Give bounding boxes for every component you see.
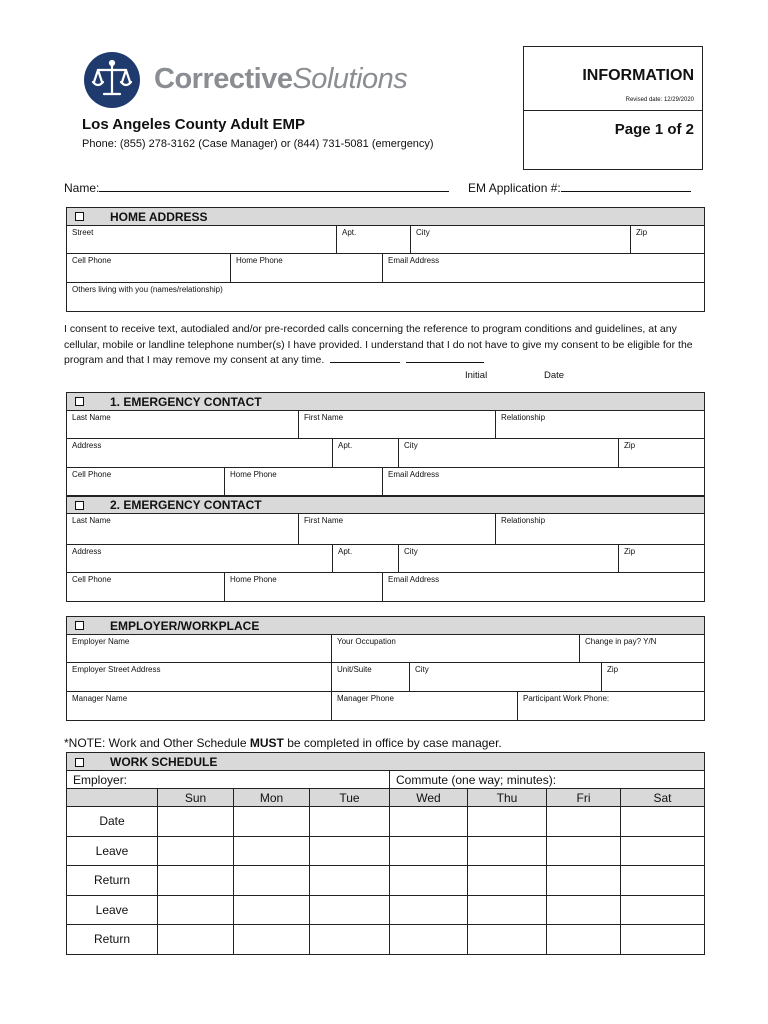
checkbox[interactable] <box>75 758 84 767</box>
checkbox[interactable] <box>75 212 84 221</box>
schedule-cell[interactable] <box>390 925 468 955</box>
scales-of-justice-icon <box>84 52 140 108</box>
employer-section <box>66 616 705 721</box>
unit-suite-field[interactable]: Unit/Suite <box>332 663 410 691</box>
org-title: Los Angeles County Adult EMP <box>82 116 306 133</box>
ec1-first-name-field[interactable]: First Name <box>299 411 496 438</box>
email-field[interactable]: Email Address <box>388 256 440 265</box>
schedule-cell[interactable] <box>158 866 234 896</box>
schedule-cell[interactable] <box>547 836 621 866</box>
schedule-cell[interactable] <box>468 895 547 925</box>
day-header-row <box>67 789 705 807</box>
date-field[interactable] <box>406 353 484 363</box>
schedule-cell[interactable] <box>234 925 310 955</box>
commute-field[interactable]: Commute (one way; minutes): <box>390 771 705 789</box>
schedule-cell[interactable] <box>234 807 310 837</box>
schedule-cell[interactable] <box>547 807 621 837</box>
row-label: Return <box>67 866 158 896</box>
checkbox[interactable] <box>75 501 84 510</box>
ec2-cell-phone-field[interactable]: Cell Phone <box>67 573 225 601</box>
schedule-cell[interactable] <box>390 836 468 866</box>
ec1-relationship-field[interactable]: Relationship <box>501 413 546 422</box>
schedule-cell[interactable] <box>310 836 390 866</box>
schedule-cell[interactable] <box>158 895 234 925</box>
logo-wordmark: CorrectiveSolutions <box>154 63 408 95</box>
schedule-cell[interactable] <box>158 836 234 866</box>
application-number-field[interactable] <box>561 180 691 192</box>
initial-label: Initial <box>465 370 488 381</box>
street-field[interactable]: Street <box>67 226 337 253</box>
date-label: Date <box>544 370 565 381</box>
schedule-header <box>67 753 705 771</box>
schedule-cell[interactable] <box>158 807 234 837</box>
ec1-email-field[interactable]: Email Address <box>388 470 440 479</box>
schedule-cell[interactable] <box>390 807 468 837</box>
company-logo <box>84 52 414 110</box>
schedule-cell[interactable] <box>621 895 705 925</box>
schedule-cell[interactable] <box>621 866 705 896</box>
schedule-cell[interactable] <box>468 836 547 866</box>
schedule-cell[interactable] <box>234 895 310 925</box>
ec1-zip-field[interactable]: Zip <box>624 441 636 450</box>
ec2-first-name-field[interactable]: First Name <box>299 514 496 544</box>
application-label: EM Application #: <box>468 181 561 195</box>
employer-city-field[interactable]: City <box>410 663 602 691</box>
table-row <box>67 895 705 925</box>
schedule-cell[interactable] <box>390 895 468 925</box>
city-field[interactable]: City <box>411 226 631 253</box>
ec1-city-field[interactable]: City <box>399 439 619 467</box>
ec2-apt-field[interactable]: Apt. <box>333 545 399 572</box>
schedule-note: *NOTE: Work and Other Schedule MUST be completed in office by case manager. <box>64 736 502 750</box>
section-title: HOME ADDRESS <box>110 209 208 224</box>
checkbox[interactable] <box>75 621 84 630</box>
schedule-cell[interactable] <box>547 895 621 925</box>
day-label: Fri <box>547 789 621 807</box>
table-row <box>67 866 705 896</box>
ec2-city-field[interactable]: City <box>399 545 619 572</box>
home-address-section <box>66 207 705 312</box>
schedule-cell[interactable] <box>468 866 547 896</box>
day-label: Sat <box>621 789 705 807</box>
page-indicator: Page 1 of 2 <box>614 121 694 138</box>
schedule-cell[interactable] <box>468 925 547 955</box>
ec2-email-field[interactable]: Email Address <box>388 575 440 584</box>
consent-text: I consent to receive text, autodialed and/or pre-recorded calls concerning the reference to program conditions and guidelines, at any cellular, mobile or landline telephone number(s) I have provided. I understand that I do not have to give my consent to be eligible for the program and that I may remove my consent at any time. <box>64 323 693 366</box>
cell-phone-field[interactable]: Cell Phone <box>67 254 231 282</box>
schedule-cell[interactable] <box>547 925 621 955</box>
day-label: Tue <box>310 789 390 807</box>
others-living-field[interactable]: Others living with you (names/relationship) <box>72 285 223 294</box>
schedule-cell[interactable] <box>158 925 234 955</box>
ec2-relationship-field[interactable]: Relationship <box>501 516 546 525</box>
section-title: 2. EMERGENCY CONTACT <box>110 498 262 512</box>
ec1-home-phone-field[interactable]: Home Phone <box>225 468 383 495</box>
schedule-cell[interactable] <box>310 866 390 896</box>
day-label: Thu <box>468 789 547 807</box>
ec1-address-field[interactable]: Address <box>67 439 333 467</box>
day-label: Wed <box>390 789 468 807</box>
schedule-cell[interactable] <box>390 866 468 896</box>
manager-phone-field[interactable]: Manager Phone <box>332 692 518 720</box>
schedule-cell[interactable] <box>310 895 390 925</box>
day-label: Mon <box>234 789 310 807</box>
name-line <box>64 180 704 195</box>
row-label: Return <box>67 925 158 955</box>
schedule-cell[interactable] <box>621 925 705 955</box>
emergency-contacts-section <box>66 392 705 602</box>
schedule-cell[interactable] <box>234 836 310 866</box>
change-in-pay-field[interactable]: Change in pay? Y/N <box>585 637 657 646</box>
schedule-cell[interactable] <box>468 807 547 837</box>
ec1-cell-phone-field[interactable]: Cell Phone <box>67 468 225 495</box>
schedule-cell[interactable] <box>310 807 390 837</box>
employer-street-field[interactable]: Employer Street Address <box>67 663 332 691</box>
name-label: Name: <box>64 181 100 195</box>
section-title: EMPLOYER/WORKPLACE <box>110 618 260 633</box>
table-row <box>67 807 705 837</box>
table-row <box>67 925 705 955</box>
row-label: Leave <box>67 895 158 925</box>
table-row <box>67 836 705 866</box>
name-field[interactable] <box>99 180 449 192</box>
checkbox[interactable] <box>75 397 84 406</box>
employer-name-field[interactable]: Employer Name <box>67 635 332 662</box>
section-title: 1. EMERGENCY CONTACT <box>110 394 262 409</box>
info-box <box>523 46 703 170</box>
row-label: Leave <box>67 836 158 866</box>
ec1-last-name-field[interactable]: Last Name <box>67 411 299 438</box>
occupation-field[interactable]: Your Occupation <box>332 635 580 662</box>
ec2-address-field[interactable]: Address <box>67 545 333 572</box>
day-label: Sun <box>158 789 234 807</box>
schedule-cell[interactable] <box>234 866 310 896</box>
home-phone-field[interactable]: Home Phone <box>231 254 383 282</box>
info-title: INFORMATION <box>582 67 694 84</box>
schedule-cell[interactable] <box>621 807 705 837</box>
schedule-employer-field[interactable]: Employer: <box>67 771 390 789</box>
manager-name-field[interactable]: Manager Name <box>67 692 332 720</box>
zip-field[interactable]: Zip <box>636 228 648 237</box>
schedule-cell[interactable] <box>310 925 390 955</box>
work-phone-field[interactable]: Participant Work Phone: <box>523 694 610 703</box>
ec2-home-phone-field[interactable]: Home Phone <box>225 573 383 601</box>
employer-zip-field[interactable]: Zip <box>607 665 619 674</box>
work-schedule-table <box>66 752 705 955</box>
ec2-last-name-field[interactable]: Last Name <box>67 514 299 544</box>
revised-date: Revised date: 12/29/2020 <box>625 97 694 103</box>
apt-field[interactable]: Apt. <box>337 226 411 253</box>
schedule-cell[interactable] <box>547 866 621 896</box>
schedule-cell[interactable] <box>621 836 705 866</box>
ec1-apt-field[interactable]: Apt. <box>333 439 399 467</box>
row-label: Date <box>67 807 158 837</box>
initial-field[interactable] <box>330 353 400 363</box>
phone-line: Phone: (855) 278-3162 (Case Manager) or (844) 731-5081 (emergency) <box>82 138 434 150</box>
ec2-zip-field[interactable]: Zip <box>624 547 636 556</box>
section-title: WORK SCHEDULE <box>110 754 218 769</box>
